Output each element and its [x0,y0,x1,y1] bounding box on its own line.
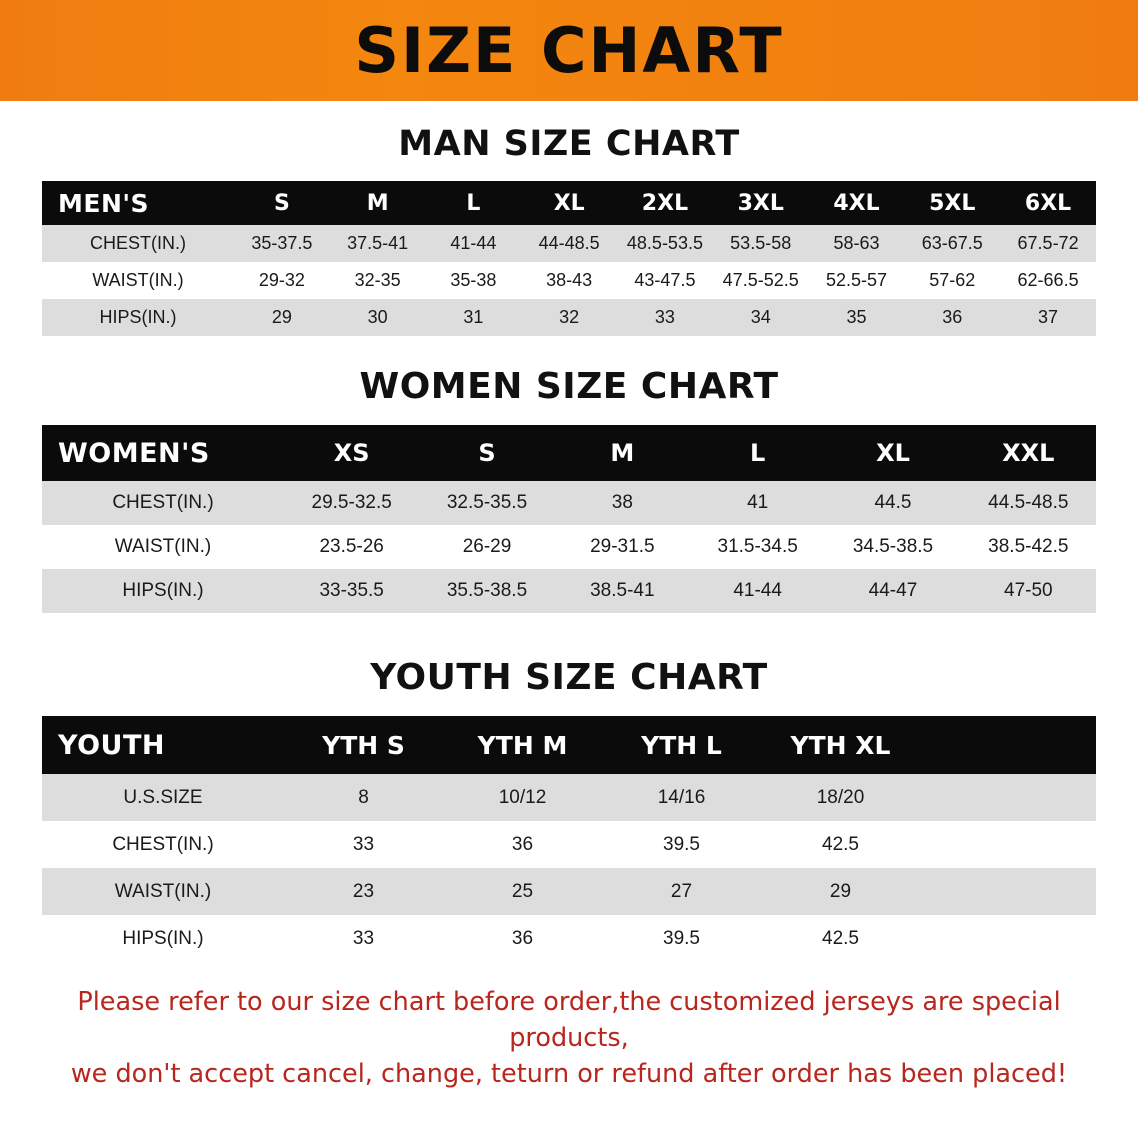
youth-cell-3-spacer [920,915,1096,962]
women-table-header-row [42,425,1096,481]
youth-cell-1-1: 36 [443,821,602,868]
youth-cell-1-3: 42.5 [761,821,920,868]
table-row [42,481,1096,525]
man-cell-1-3: 38-43 [521,262,617,299]
page-banner [0,0,1138,101]
women-cell-2-5: 47-50 [961,569,1096,613]
table-row [42,821,1096,868]
youth-cell-0-0: 8 [284,774,443,821]
youth-header-size-2: YTH L [602,716,761,774]
table-row [42,774,1096,821]
man-cell-1-5: 47.5-52.5 [713,262,809,299]
women-size-table [42,425,1096,613]
man-cell-2-3: 32 [521,299,617,336]
youth-row-label-0: U.S.SIZE [42,774,284,821]
women-cell-1-2: 29-31.5 [555,525,690,569]
youth-cell-2-0: 23 [284,868,443,915]
women-cell-1-0: 23.5-26 [284,525,419,569]
youth-section-title: YOUTH SIZE CHART [370,657,768,698]
women-row-label-2: HIPS(IN.) [42,569,284,613]
women-header-size-1: S [419,425,554,481]
man-header-size-6: 4XL [809,181,905,225]
man-cell-1-2: 35-38 [426,262,522,299]
youth-table-wrapper [42,716,1096,962]
man-size-table [42,181,1096,336]
table-row [42,868,1096,915]
man-cell-1-0: 29-32 [234,262,330,299]
women-table-wrapper [42,425,1096,613]
women-cell-0-5: 44.5-48.5 [961,481,1096,525]
women-header-size-4: XL [825,425,960,481]
man-cell-0-6: 58-63 [809,225,905,262]
youth-row-label-3: HIPS(IN.) [42,915,284,962]
women-cell-0-3: 41 [690,481,825,525]
women-header-size-2: M [555,425,690,481]
man-cell-2-0: 29 [234,299,330,336]
youth-cell-2-spacer [920,868,1096,915]
women-cell-2-1: 35.5-38.5 [419,569,554,613]
man-header-size-5: 3XL [713,181,809,225]
man-cell-2-5: 34 [713,299,809,336]
man-cell-0-1: 37.5-41 [330,225,426,262]
man-row-label-1: WAIST(IN.) [42,262,234,299]
women-header-size-3: L [690,425,825,481]
youth-cell-3-1: 36 [443,915,602,962]
youth-cell-0-spacer [920,774,1096,821]
women-header-size-0: XS [284,425,419,481]
women-row-label-0: CHEST(IN.) [42,481,284,525]
man-cell-1-7: 57-62 [904,262,1000,299]
women-cell-1-5: 38.5-42.5 [961,525,1096,569]
man-cell-2-8: 37 [1000,299,1096,336]
youth-cell-2-3: 29 [761,868,920,915]
man-cell-2-7: 36 [904,299,1000,336]
youth-cell-1-spacer [920,821,1096,868]
man-header-size-4: 2XL [617,181,713,225]
disclaimer-note [34,984,1104,1093]
man-header-size-1: M [330,181,426,225]
man-header-label: MEN'S [42,181,234,225]
man-cell-1-8: 62-66.5 [1000,262,1096,299]
youth-size-table [42,716,1096,962]
youth-header-spacer [920,716,1096,774]
youth-row-label-2: WAIST(IN.) [42,868,284,915]
youth-cell-0-1: 10/12 [443,774,602,821]
disclaimer-line-2: we don't accept cancel, change, teturn or refund after order has been placed! [70,1059,1068,1090]
man-table-wrapper [42,181,1096,336]
women-cell-2-2: 38.5-41 [555,569,690,613]
women-cell-0-0: 29.5-32.5 [284,481,419,525]
table-row [42,569,1096,613]
women-header-label: WOMEN'S [42,425,284,481]
table-row [42,225,1096,262]
youth-header-size-3: YTH XL [761,716,920,774]
women-section-title: WOMEN SIZE CHART [359,366,779,407]
youth-table-header-row [42,716,1096,774]
women-cell-0-4: 44.5 [825,481,960,525]
man-cell-2-4: 33 [617,299,713,336]
disclaimer-line-1: Please refer to our size chart before order,the customized jerseys are special products, [77,987,1061,1054]
youth-header-label: YOUTH [42,716,284,774]
man-cell-2-2: 31 [426,299,522,336]
women-cell-1-3: 31.5-34.5 [690,525,825,569]
man-cell-1-4: 43-47.5 [617,262,713,299]
man-cell-0-5: 53.5-58 [713,225,809,262]
youth-cell-1-0: 33 [284,821,443,868]
man-section-title: MAN SIZE CHART [398,124,740,164]
youth-cell-0-3: 18/20 [761,774,920,821]
man-cell-0-2: 41-44 [426,225,522,262]
page-title: SIZE CHART [354,13,784,87]
man-header-size-7: 5XL [904,181,1000,225]
man-cell-0-8: 67.5-72 [1000,225,1096,262]
youth-cell-2-1: 25 [443,868,602,915]
women-header-size-5: XXL [961,425,1096,481]
table-row [42,915,1096,962]
youth-cell-0-2: 14/16 [602,774,761,821]
women-cell-2-3: 41-44 [690,569,825,613]
man-header-size-0: S [234,181,330,225]
man-table-header-row [42,181,1096,225]
women-cell-1-1: 26-29 [419,525,554,569]
youth-row-label-1: CHEST(IN.) [42,821,284,868]
women-cell-0-1: 32.5-35.5 [419,481,554,525]
women-cell-0-2: 38 [555,481,690,525]
man-header-size-8: 6XL [1000,181,1096,225]
youth-cell-3-3: 42.5 [761,915,920,962]
man-cell-0-3: 44-48.5 [521,225,617,262]
women-cell-2-0: 33-35.5 [284,569,419,613]
man-row-label-2: HIPS(IN.) [42,299,234,336]
man-header-size-2: L [426,181,522,225]
man-cell-0-4: 48.5-53.5 [617,225,713,262]
youth-cell-2-2: 27 [602,868,761,915]
man-cell-2-1: 30 [330,299,426,336]
man-cell-2-6: 35 [809,299,905,336]
youth-cell-3-0: 33 [284,915,443,962]
table-row [42,525,1096,569]
man-cell-0-7: 63-67.5 [904,225,1000,262]
table-row [42,299,1096,336]
table-row [42,262,1096,299]
man-cell-1-1: 32-35 [330,262,426,299]
man-cell-1-6: 52.5-57 [809,262,905,299]
man-row-label-0: CHEST(IN.) [42,225,234,262]
man-header-size-3: XL [521,181,617,225]
women-row-label-1: WAIST(IN.) [42,525,284,569]
man-cell-0-0: 35-37.5 [234,225,330,262]
youth-header-size-1: YTH M [443,716,602,774]
women-cell-1-4: 34.5-38.5 [825,525,960,569]
youth-cell-3-2: 39.5 [602,915,761,962]
youth-cell-1-2: 39.5 [602,821,761,868]
women-cell-2-4: 44-47 [825,569,960,613]
youth-header-size-0: YTH S [284,716,443,774]
